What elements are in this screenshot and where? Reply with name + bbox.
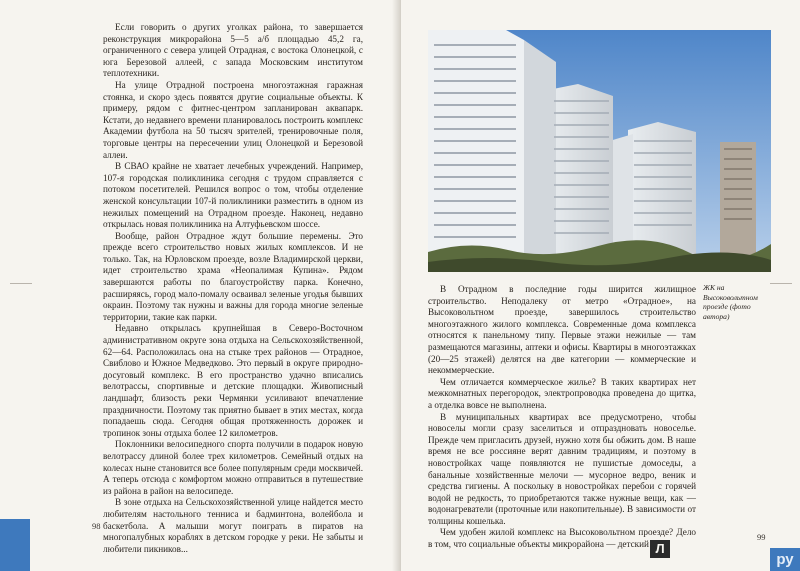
paragraph: В Отрадном в последние годы ширится жилищное строительство. Неподалеку от метро «Отрадное», на Высоковольтном проезде, завершилось строительство многоэтажного жилого комплекса. Современные дома комплекса относятся к панельному типу. Первые этажи нежилые — там размещаются магазины, аптеки и офисы. Квартиры в многоэтажках (20—25 этажей) делятся на две категории — коммерческие и некоммерческие. bbox=[428, 284, 696, 376]
right-margin-mark bbox=[770, 283, 792, 284]
paragraph: В муниципальных квартирах все предусмотрено, чтобы новоселы могли сразу заселиться и отпраздновать новоселье. Прежде чем пригласить друзей, нужно хотя бы обжить дом. В наше время не все россияне верят давним традициям, и поэтому в новостройках чаще появляются не пушистые домоседы, а банальные хозяйственные мелочи — мусорное ведро, веник и средства гигиены. А поскольку в новостройках перебои с горячей водой не редкость, то приобретаются также нужные вещи, как — водонагреватели (проточные или накопительные). В зависимости от толщины кошелька. bbox=[428, 411, 696, 526]
left-page-number: 98 bbox=[92, 521, 101, 531]
photo-caption: ЖК на Высоковольтном проезде (фото автора) bbox=[703, 283, 758, 321]
paragraph: Если говорить о других уголках района, то завершается реконструкция микрорайона 5—5 а/б площадью 45,2 га, ограниченного с севера улицей Отрадная, с востока Олонецкой, с юга Березовой аллеей, с запада Московским институтом теплотехники. bbox=[103, 22, 363, 79]
left-page bbox=[0, 0, 399, 571]
paragraph: Чем удобен жилой комплекс на Высоковольтном проезде? Дело в том, что социальные объекты микрорайона — детский bbox=[428, 527, 696, 550]
paragraph: На улице Отрадной построена многоэтажная гаражная стоянка, и скоро здесь появятся другие социальные объекты. К примеру, рядом с фитнес-центром запланирован аквапарк. Кстати, до недавнего времени планировалось построить комплекс Академии футбола на 50 тысяч зрителей, тренировочные поля, торговые центры на пересечении улиц Олонецкой и Березовой аллеи. bbox=[103, 79, 363, 160]
left-margin-mark bbox=[10, 283, 32, 284]
paragraph: В зоне отдыха на Сельскохозяйственной улице найдется место любителям настольного тенниса и бадминтона, волейбола и баскетбола. А малыши могут поиграть в пиратов на многопалубных кораблях в детском городке у реки. Не забыты и любители пикников... bbox=[103, 497, 363, 554]
left-text-column bbox=[103, 22, 363, 555]
paragraph: Недавно открылась крупнейшая в Северо-Восточном административном округе зона отдыха на Сельскохозяйственной, 62—64. Расположилась она на стыке трех районов — Отрадное, Свиблово и Южное Медведково. Это первый в округе природно-досуговый комплекс. В его пространство удачно вписались велотрассы, спортивные и детские площадки. Живописный ландшафт, близость реки Чермянки усиливают впечатление праздничности. Поэтому так приятно бывает в этих местах, когда попадаешь сюда. Сегодня общая протяженность дорожек и тропинок зоны отдыха более 12 километров. bbox=[103, 323, 363, 438]
left-blue-tab bbox=[0, 519, 30, 571]
paragraph: Поклонники велосипедного спорта получили в подарок новую велотрассу длиной более трех километров. Семейный отдых на колесах ныне становится все более популярным среди москвичей. А теперь отсюда с комфортом можно отправиться в путешествие из района в район на велосипеде. bbox=[103, 439, 363, 496]
publisher-logo-icon: Л bbox=[650, 540, 670, 558]
right-blue-tab: ру bbox=[770, 548, 800, 571]
right-text-column bbox=[428, 284, 696, 551]
right-page-number: 99 bbox=[757, 532, 766, 542]
paragraph: В СВАО крайне не хватает лечебных учреждений. Например, 107-я городская поликлиника сегодня с трудом справляется с потоком посетителей. Решился вопрос о том, чтобы отделение женской консультации 107-й поликлиники разместить в одном из нежилых помещений на Отрадном проезде. Наконец, недавно открылась новая поликлиника на Алтуфьевском шоссе. bbox=[103, 161, 363, 230]
photo-illustration bbox=[428, 30, 771, 272]
paragraph: Вообще, район Отрадное ждут большие перемены. Это прежде всего строительство новых жилых комплексов. И не только. Так, на Юрловском проезде, возле Владимирской церкви, идет строительство храма «Неопалимая Купина». Рядом завершаются работы по благоустройству парка. Конечно, расширяясь, город мало-помалу осваивал зеленые угодья бывших окраин. Поэтому так нужны и важны для города многие зеленые территории, такие как парки. bbox=[103, 230, 363, 322]
residential-complex-photo bbox=[428, 30, 771, 272]
paragraph: Чем отличается коммерческое жилье? В таких квартирах нет межкомнатных перегородок, электропроводка проведена до щитка, а отделка вовсе не выполнена. bbox=[428, 376, 696, 410]
